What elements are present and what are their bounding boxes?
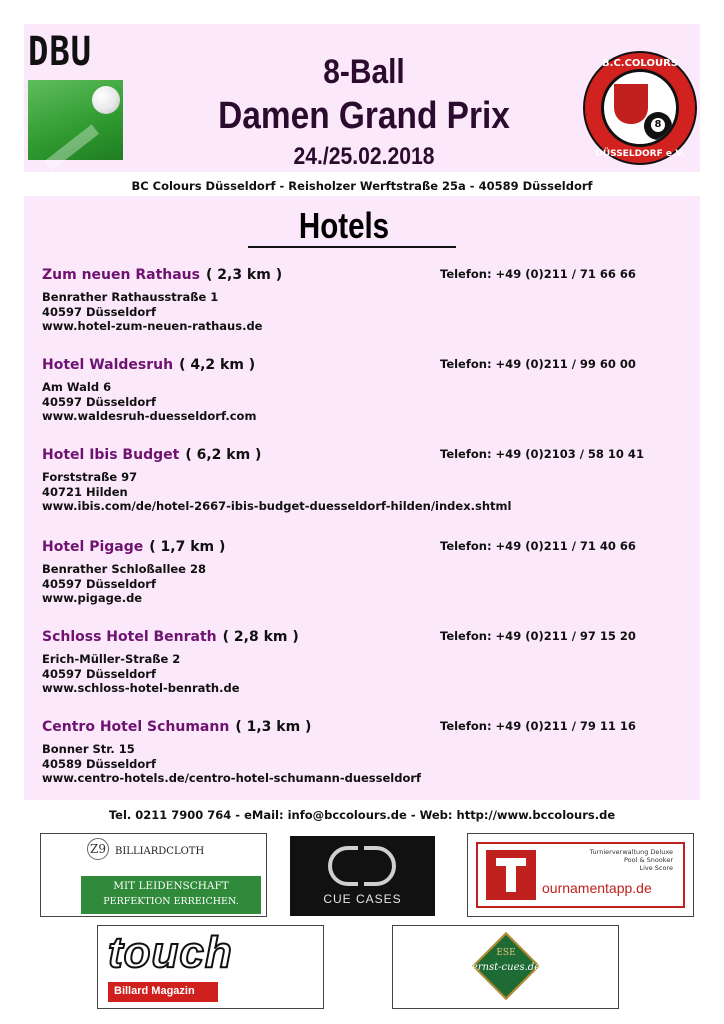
hotel-name: Hotel Waldesruh (42, 357, 174, 373)
dbu-logo (28, 30, 123, 160)
tournamentapp-frame (476, 842, 685, 908)
section-title-underline (248, 246, 456, 248)
t-logo-icon (486, 850, 536, 900)
hotel-street: Benrather Rathausstraße 1 (42, 290, 219, 304)
hotel-entry (42, 536, 682, 606)
t-logo-bar (496, 858, 526, 866)
z9-brand-text: BILLIARDCLOTH (115, 846, 205, 857)
hotel-website-link[interactable]: www.ibis.com/de/hotel-2667-ibis-budget-duesseldorf-hilden/index.shtml (42, 499, 512, 513)
tournamentapp-tagline-3: Live Score (639, 864, 673, 872)
crest-icon (614, 84, 648, 124)
hotel-city: 40597 Düsseldorf (42, 666, 156, 681)
hotel-website-link[interactable]: www.schloss-hotel-benrath.de (42, 681, 240, 695)
hotel-phone: Telefon: +49 (0)211 / 79 11 16 (440, 719, 636, 733)
hotel-distance: ( 1,3 km ) (235, 719, 312, 735)
t-logo-stem (506, 866, 516, 892)
hotel-entry (42, 716, 682, 786)
title-line-2: Damen Grand Prix (218, 95, 510, 137)
hotel-entry (42, 626, 682, 696)
z9-slogan-panel (81, 876, 261, 914)
hotel-name: Hotel Ibis Budget (42, 447, 180, 463)
tournamentapp-brand: ournamentapp.de (542, 880, 652, 896)
hotel-city: 40597 Düsseldorf (42, 304, 156, 319)
hotel-entry (42, 354, 682, 424)
hotel-distance: ( 6,2 km ) (185, 447, 262, 463)
venue-address: BC Colours Düsseldorf - Reisholzer Werftstraße 25a - 40589 Düsseldorf (131, 179, 593, 193)
sponsor-touch-magazin[interactable] (97, 925, 324, 1009)
eight-ball-number: 8 (651, 118, 665, 132)
hotel-phone: Telefon: +49 (0)211 / 71 40 66 (440, 539, 636, 553)
z9-slogan-line-1: MIT LEIDENSCHAFT (113, 880, 229, 892)
hotel-distance: ( 2,8 km ) (222, 629, 299, 645)
hotel-phone: Telefon: +49 (0)211 / 99 60 00 (440, 357, 636, 371)
club-logo-inner (601, 69, 679, 147)
hotel-entry (42, 444, 682, 514)
hotel-distance: ( 2,3 km ) (205, 267, 283, 283)
hotel-name: Hotel Pigage (42, 539, 144, 555)
tournamentapp-tagline-2: Pool & Snooker (623, 856, 673, 864)
hotel-name: Centro Hotel Schumann (42, 719, 230, 735)
dbu-logo-streak (44, 124, 99, 170)
club-logo-bottom-text: DÜSSELDORF e.V. (595, 149, 685, 159)
sponsor-ernst-cues[interactable] (392, 925, 619, 1009)
hotel-name: Schloss Hotel Benrath (42, 629, 217, 645)
club-logo (583, 51, 697, 165)
header-panel (24, 24, 700, 172)
hotel-distance: ( 1,7 km ) (149, 539, 226, 555)
hotel-street: Benrather Schloßallee 28 (42, 562, 206, 576)
touch-subtitle: Billard Magazin (114, 985, 195, 997)
z9-slogan-line-2: PERFEKTION ERREICHEN. (103, 896, 239, 907)
hotel-phone: Telefon: +49 (0)211 / 97 15 20 (440, 629, 636, 643)
sponsor-z9-billiardcloth[interactable] (40, 833, 267, 917)
hotel-street: Forststraße 97 (42, 470, 138, 484)
cue-cases-text: CUE CASES (323, 892, 402, 906)
hotel-name: Zum neuen Rathaus (42, 267, 200, 283)
gd-logo-divider (358, 846, 364, 886)
footer-contact: Tel. 0211 7900 764 - eMail: info@bccolours.de - Web: http://www.bccolours.de (108, 808, 616, 822)
section-title: Hotels (298, 205, 390, 246)
hotel-website-link[interactable]: www.waldesruh-duesseldorf.com (42, 409, 257, 423)
hotel-phone: Telefon: +49 (0)211 / 71 66 66 (440, 267, 636, 281)
hotel-distance: ( 4,2 km ) (179, 357, 256, 373)
ernst-cues-text: ernst-cues.de (471, 962, 541, 973)
ernst-cues-logo (465, 932, 547, 1002)
sponsor-gd-cue-cases[interactable] (290, 836, 435, 916)
hotel-city: 40589 Düsseldorf (42, 756, 156, 771)
hotel-phone: Telefon: +49 (0)2103 / 58 10 41 (440, 447, 644, 461)
dbu-logo-text: DBU (28, 29, 92, 75)
hotel-entry (42, 264, 682, 334)
cue-ball-icon (92, 86, 120, 114)
hotel-street: Bonner Str. 15 (42, 742, 135, 756)
hotel-street: Erich-Müller-Straße 2 (42, 652, 181, 666)
ernst-cues-monogram: ESE (496, 948, 516, 958)
club-logo-top-text: B.C.COLOURS (602, 58, 678, 69)
event-title (154, 54, 574, 172)
sponsor-tournamentapp[interactable] (467, 833, 694, 917)
hotel-city: 40597 Düsseldorf (42, 394, 156, 409)
z9-logo-icon: Z9 (87, 838, 109, 860)
eight-ball-icon (644, 112, 672, 140)
hotel-website-link[interactable]: www.pigage.de (42, 591, 143, 605)
event-date: 24./25.02.2018 (293, 143, 435, 170)
touch-logo-text: touch (108, 928, 233, 977)
touch-subtitle-bar (108, 982, 218, 1002)
title-line-1: 8-Ball (323, 53, 405, 91)
hotel-city: 40597 Düsseldorf (42, 576, 156, 591)
hotel-website-link[interactable]: www.hotel-zum-neuen-rathaus.de (42, 319, 263, 333)
hotel-city: 40721 Hilden (42, 484, 128, 499)
hotel-website-link[interactable]: www.centro-hotels.de/centro-hotel-schumann-duesseldorf (42, 771, 422, 785)
tournamentapp-tagline-1: Turnierverwaltung Deluxe (589, 848, 673, 856)
hotel-street: Am Wald 6 (42, 380, 112, 394)
